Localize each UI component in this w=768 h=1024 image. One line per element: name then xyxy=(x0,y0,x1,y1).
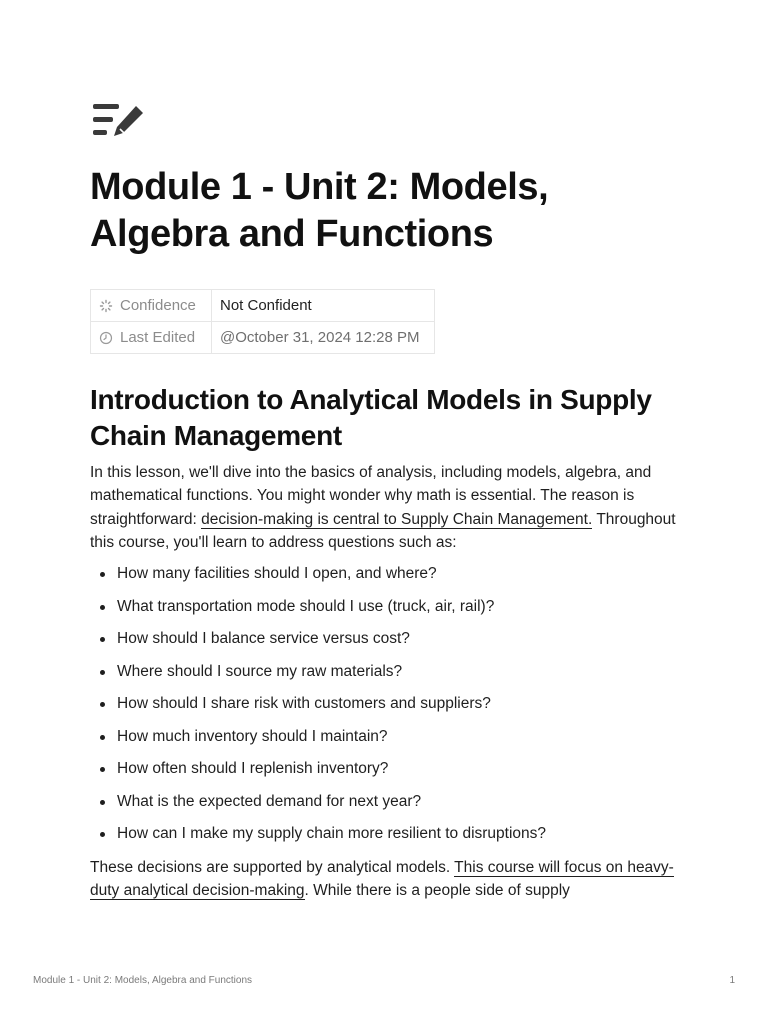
questions-list xyxy=(90,562,690,855)
list-item-text: What is the expected demand for next year? xyxy=(117,792,422,810)
list-item-text: How much inventory should I maintain? xyxy=(117,727,388,745)
list-item-text: How should I share risk with customers and suppliers? xyxy=(117,695,491,712)
bullet-icon xyxy=(100,670,105,675)
clock-icon xyxy=(99,331,113,345)
closing-underlined-text: This course will focus on heavy-duty analytical decision-making xyxy=(90,859,674,900)
edit-list-icon xyxy=(90,100,148,142)
list-item xyxy=(90,822,690,855)
bullet-icon xyxy=(100,800,105,805)
last-edited-value: @October 31, 2024 12:28 PM xyxy=(212,322,435,354)
list-item xyxy=(90,725,690,758)
section-heading: Introduction to Analytical Models in Supply Chain Management xyxy=(90,384,652,451)
property-name-confidence xyxy=(91,290,212,322)
bullet-icon xyxy=(100,605,105,610)
property-name-last-edited xyxy=(91,322,212,354)
closing-text-continued: . While there is a people side of supply xyxy=(304,882,570,900)
footer-title: Module 1 - Unit 2: Models, Algebra and Functions xyxy=(33,975,253,986)
list-item-text: How can I make my supply chain more resilient to disruptions? xyxy=(117,825,547,842)
list-item xyxy=(90,595,690,628)
bullet-icon xyxy=(100,702,105,707)
intro-text-continued: Throughout this course, you'll learn to address questions such as: xyxy=(90,510,676,551)
list-item-text: How often should I replenish inventory? xyxy=(117,760,389,777)
list-item xyxy=(90,692,690,725)
list-item xyxy=(90,757,690,790)
intro-paragraph xyxy=(90,461,690,554)
bullet-icon xyxy=(100,735,105,740)
bullet-icon xyxy=(100,572,105,577)
list-item xyxy=(90,660,690,693)
property-label: Confidence xyxy=(120,297,196,314)
confidence-value[interactable]: Not Confident xyxy=(212,290,435,322)
list-item xyxy=(90,790,690,823)
closing-paragraph xyxy=(90,856,690,903)
intro-underlined-text: decision-making is central to Supply Chain Management. xyxy=(201,510,593,528)
property-label: Last Edited xyxy=(120,329,196,346)
page-title: Module 1 - Unit 2: Models, Algebra and Functions xyxy=(90,166,549,255)
closing-text: These decisions are supported by analytical models. xyxy=(90,859,455,876)
list-item-text: What transportation mode should I use (truck, air, rail)? xyxy=(117,597,495,615)
intro-text: In this lesson, we'll dive into the basics of analysis, including models, algebra, and mathematical functions. You might wonder why math is essential. The reason is straightforward: xyxy=(90,464,652,528)
bullet-icon xyxy=(100,767,105,772)
property-row-confidence xyxy=(91,290,435,322)
bullet-icon xyxy=(100,637,105,642)
list-item-text: Where should I source my raw materials? xyxy=(117,662,403,680)
property-row-last-edited xyxy=(91,322,435,354)
page-number: 1 xyxy=(729,975,735,986)
list-item xyxy=(90,562,690,595)
list-item-text: How should I balance service versus cost? xyxy=(117,630,410,647)
loading-spinner-icon xyxy=(99,299,113,313)
properties-table xyxy=(90,289,435,354)
list-item xyxy=(90,627,690,660)
list-item-text: How many facilities should I open, and where? xyxy=(117,565,437,582)
bullet-icon xyxy=(100,832,105,837)
